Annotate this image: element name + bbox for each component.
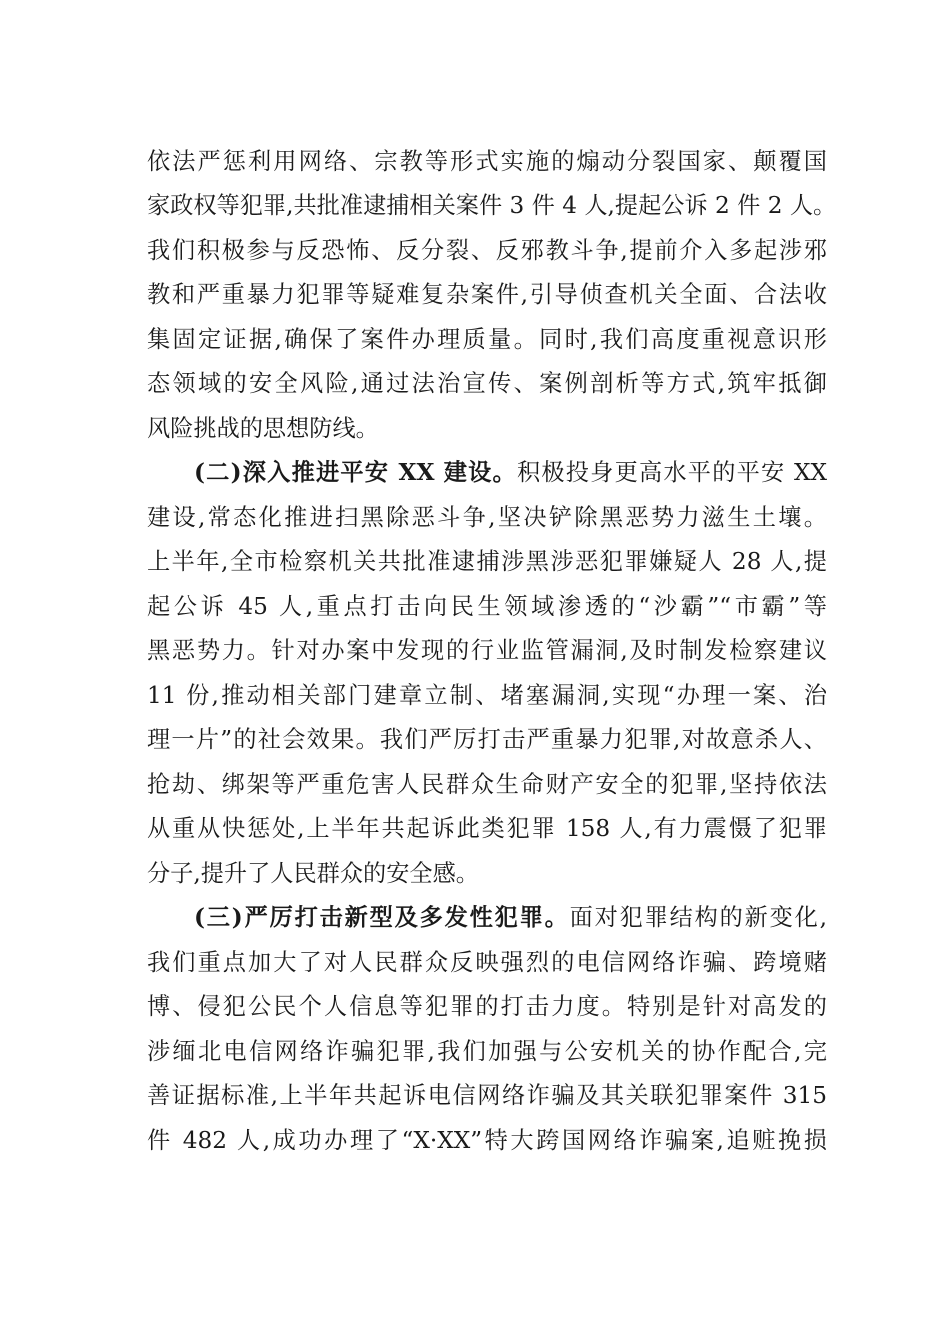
paragraph-1-line: 家政权等犯罪,共批准逮捕相关案件 3 件 4 人,提起公诉 2 件 2 人。 [147,192,837,219]
paragraph-2-line: 11 份,推动相关部门建章立制、堵塞漏洞,实现“办理一案、治 [147,682,827,709]
paragraph-1-line: 态领域的安全风险,通过法治宣传、案例剖析等方式,筑牢抵御 [147,370,827,397]
paragraph-2-line: 上半年,全市检察机关共批准逮捕涉黑涉恶犯罪嫌疑人 28 人,提 [147,548,827,575]
paragraph-1-line: 我们积极参与反恐怖、反分裂、反邪教斗争,提前介入多起涉邪 [147,237,827,264]
paragraph-3-first-line-text: 面对犯罪结构的新变化, [569,904,827,931]
paragraph-2-line: 起公诉 45 人,重点打击向民生领域渗透的“沙霸”“市霸”等 [147,593,827,620]
paragraph-2-line: 黑恶势力。针对办案中发现的行业监管漏洞,及时制发检察建议 [147,637,827,664]
paragraph-3-first-line [194,902,827,934]
section-heading-3: (三)严厉打击新型及多发性犯罪。 [194,904,570,931]
paragraph-2-line: 理一片”的社会效果。我们严厉打击严重暴力犯罪,对故意杀人、 [147,726,827,753]
paragraph-2-first-line [194,457,827,489]
paragraph-2-line: 从重从快惩处,上半年共起诉此类犯罪 158 人,有力震慑了犯罪 [147,815,827,842]
paragraph-1-line: 风险挑战的思想防线。 [147,415,379,442]
paragraph-3-line: 博、侵犯公民个人信息等犯罪的打击力度。特别是针对高发的 [147,993,827,1020]
paragraph-3-line: 涉缅北电信网络诈骗犯罪,我们加强与公安机关的协作配合,完 [147,1038,827,1065]
paragraph-1-line: 依法严惩利用网络、宗教等形式实施的煽动分裂国家、颠覆国 [147,148,827,175]
paragraph-3-line: 善证据标准,上半年共起诉电信网络诈骗及其关联犯罪案件 315 [147,1082,827,1109]
paragraph-1-line: 教和严重暴力犯罪等疑难复杂案件,引导侦查机关全面、合法收 [147,281,827,308]
section-heading-2: (二)深入推进平安 XX 建设。 [194,459,517,486]
paragraph-1-line: 集固定证据,确保了案件办理质量。同时,我们高度重视意识形 [147,326,827,353]
paragraph-3-line: 件 482 人,成功办理了“X·XX”特大跨国网络诈骗案,追赃挽损 [147,1127,827,1154]
paragraph-3-line: 我们重点加大了对人民群众反映强烈的电信网络诈骗、跨境赌 [147,949,827,976]
paragraph-2-first-line-text: 积极投身更高水平的平安 XX [516,459,827,486]
paragraph-2-line: 建设,常态化推进扫黑除恶斗争,坚决铲除黑恶势力滋生土壤。 [147,504,827,531]
paragraph-2-line: 分子,提升了人民群众的安全感。 [147,860,479,887]
paragraph-2-line: 抢劫、绑架等严重危害人民群众生命财产安全的犯罪,坚持依法 [147,771,827,798]
